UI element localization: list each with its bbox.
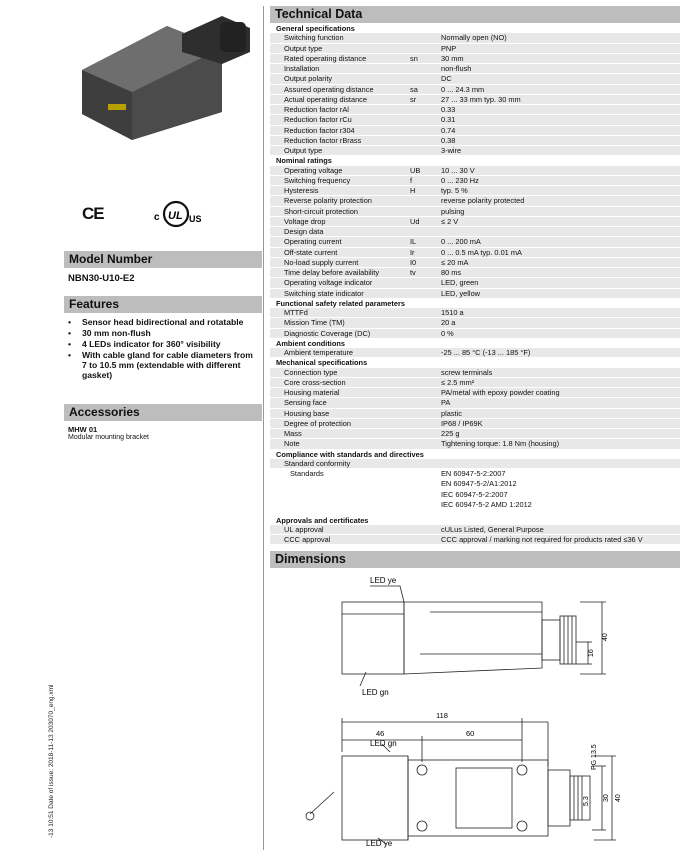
spec-row: No-load supply current I0 ≤ 20 mA (270, 257, 680, 267)
features-heading: Features (64, 296, 262, 313)
spec-row: Note Tightening torque: 1.8 Nm (housing) (270, 439, 680, 449)
spec-group-heading: Nominal ratings (270, 156, 680, 166)
spec-row: Reverse polarity protection reverse polarity protected (270, 196, 680, 206)
spec-row: Off-state current Ir 0 ... 0.5 mA typ. 0.01 mA (270, 247, 680, 257)
spec-row: Ambient temperature -25 ... 85 °C (-13 ... 185 °F) (270, 348, 680, 358)
accessories-heading: Accessories (64, 404, 262, 421)
issue-date-note: -13 10:51 Date of issue: 2018-11-13 203070_eng.xml (48, 684, 55, 838)
column-divider (263, 6, 264, 850)
spec-group-heading: Functional safety related parameters (270, 298, 680, 308)
spec-row: Reduction factor r304 0.74 (270, 125, 680, 135)
spec-row: Design data (270, 227, 680, 237)
dimensions-heading: Dimensions (270, 551, 680, 568)
cul-us: US (189, 214, 202, 224)
spec-row: UL approval cULus Listed, General Purpose (270, 525, 680, 535)
spec-group-heading: Approvals and certificates (270, 516, 680, 525)
dim-46: 46 (376, 729, 385, 738)
ce-mark: CE (82, 204, 104, 223)
model-number: NBN30-U10-E2 (68, 273, 135, 284)
cul-c: c (154, 212, 160, 223)
technical-data-heading: Technical Data (270, 6, 680, 23)
dim-30: 30 (603, 794, 610, 802)
spec-row: Mass 225 g (270, 429, 680, 439)
spec-row: Rated operating distance sn 30 mm (270, 53, 680, 63)
product-photo (72, 8, 252, 150)
spec-row: Mission Time (TM) 20 a (270, 318, 680, 328)
spec-table (270, 24, 680, 545)
spec-row: Voltage drop Ud ≤ 2 V (270, 216, 680, 226)
feature-item: • Sensor head bidirectional and rotatable (68, 317, 260, 327)
spec-row: Reduction factor rAl 0.33 (270, 105, 680, 115)
spec-row: Actual operating distance sr 27 ... 33 mm typ. 30 mm (270, 94, 680, 104)
dim-40-side: 40 (602, 633, 609, 641)
feature-item: • With cable gland for cable diameters from 7 to 10.5 mm (extendable with different gasket) (68, 350, 260, 380)
led-gn-label-top: LED gn (370, 739, 397, 748)
spec-row: Output polarity DC (270, 74, 680, 84)
spec-row: Core cross-section ≤ 2.5 mm² (270, 377, 680, 387)
spec-row: Standard conformity (270, 459, 680, 469)
standards-row: EN 60947-5-2/A1:2012 (270, 479, 680, 489)
standards-row: Standards EN 60947-5-2:2007 (270, 469, 680, 479)
accessory-description: Modular mounting bracket (68, 434, 149, 441)
spec-row: Switching state indicator LED, yellow (270, 288, 680, 298)
spec-row: Reduction factor rBrass 0.38 (270, 135, 680, 145)
spec-row: Degree of protection IP68 / IP69K (270, 418, 680, 428)
standards-row: IEC 60947-5-2:2007 (270, 489, 680, 499)
spec-group-heading: Ambient conditions (270, 338, 680, 348)
dim-118: 118 (436, 711, 448, 720)
feature-item: • 4 LEDs indicator for 360° visibility (68, 339, 260, 349)
left-column (0, 0, 262, 850)
right-column (270, 6, 680, 569)
features-list (68, 317, 260, 381)
spec-row: Sensing face PA (270, 398, 680, 408)
spec-row: Reduction factor rCu 0.31 (270, 115, 680, 125)
led-ye-label: LED ye (370, 576, 397, 585)
spec-row: Operating current IL 0 ... 200 mA (270, 237, 680, 247)
spec-row: Assured operating distance sa 0 ... 24.3 mm (270, 84, 680, 94)
spec-row: Switching function Normally open (NO) (270, 33, 680, 43)
spec-row: Operating voltage UB 10 ... 30 V (270, 166, 680, 176)
spec-group-heading: Compliance with standards and directives (276, 449, 424, 459)
model-number-heading: Model Number (64, 251, 262, 268)
cul-us-mark (146, 200, 206, 228)
spec-row: CCC approval CCC approval / marking not required for products rated ≤36 V (270, 535, 680, 545)
dim-5-3: 5.3 (583, 796, 590, 806)
spec-row: Short-circuit protection pulsing (270, 206, 680, 216)
spec-row: Output type 3-wire (270, 146, 680, 156)
cul-ul: UL (168, 210, 183, 222)
dim-pg: PG 13.5 (591, 744, 598, 770)
spec-group-heading: Mechanical specifications (270, 358, 680, 368)
spec-group-heading: General specifications (270, 24, 680, 33)
dim-60: 60 (466, 729, 475, 738)
spec-row: Operating voltage indicator LED, green (270, 278, 680, 288)
spec-row: Connection type screw terminals (270, 368, 680, 378)
spec-row: Hysteresis H typ. 5 % (270, 186, 680, 196)
led-gn-label: LED gn (362, 688, 389, 697)
feature-item: • 30 mm non-flush (68, 328, 260, 338)
dim-40-top: 40 (615, 794, 622, 802)
standards-row: IEC 60947-5-2 AMD 1:2012 (270, 499, 680, 509)
spec-row: Installation non-flush (270, 64, 680, 74)
spec-row: Housing material PA/metal with epoxy powder coating (270, 388, 680, 398)
spec-row: MTTFd 1510 a (270, 308, 680, 318)
accessory-name: MHW 01 (68, 425, 98, 434)
spec-row: Output type PNP (270, 43, 680, 53)
spec-row: Time delay before availability tv 80 ms (270, 268, 680, 278)
spec-row: Switching frequency f 0 ... 230 Hz (270, 175, 680, 185)
led-ye-label-top: LED ye (366, 839, 393, 848)
spec-row: Diagnostic Coverage (DC) 0 % (270, 328, 680, 338)
spec-row: Housing base plastic (270, 408, 680, 418)
dimension-drawing (270, 556, 682, 850)
dim-16: 16 (588, 649, 595, 657)
